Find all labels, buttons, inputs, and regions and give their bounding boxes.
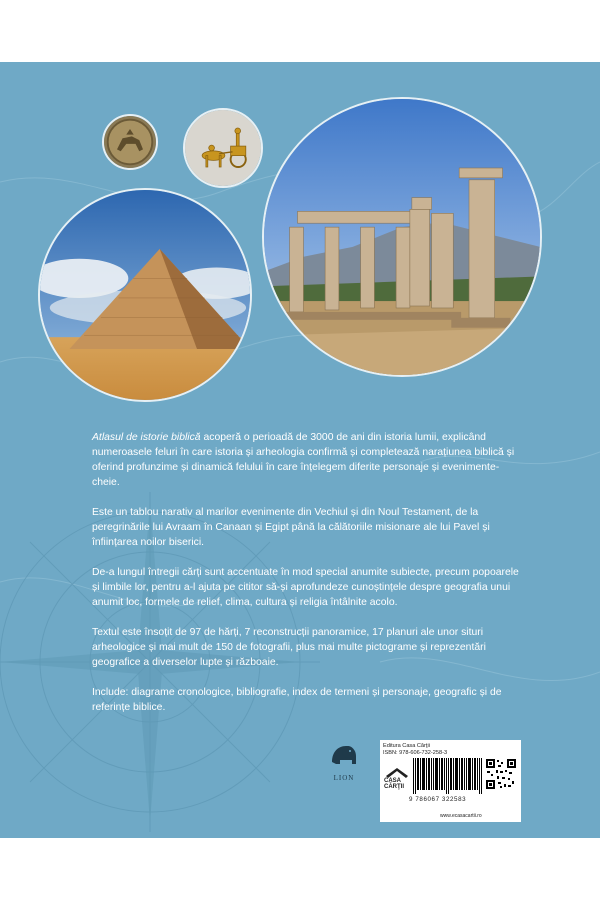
paragraph-contents: Textul este însoțit de 97 de hărți, 7 reconstrucții panoramice, 17 planuri ale unor situri arheologice și mai mult de 150 de fotografii, plus mai multe pictograme și reprezentări geografice a diverselor lupte și războaie.: [92, 627, 486, 668]
publisher-name: Editura Casa Cărţii: [383, 743, 430, 749]
back-cover: [0, 62, 600, 838]
paragraph-subjects: De-a lungul întregii cărți sunt accentuate în mod special anumite subiecte, precum popoarele și limbile lor, pentru a-l ajuta pe cititor să-și aprofundeze cunoștințele despre geografia unui anumit loc, formele de relief, clima, cultura și religia întâlnite acolo.: [92, 567, 519, 608]
qr-code-icon: [486, 759, 516, 789]
barcode: [413, 758, 483, 794]
temple-photo: [262, 97, 542, 377]
pyramid-photo: [38, 188, 252, 402]
casa-logo-line2: CĂRŢII: [384, 784, 404, 790]
lion-logo-icon: [326, 738, 362, 774]
book-title: Atlasul de istorie biblică: [92, 432, 201, 443]
barcode-digits: 9 786067 322583: [409, 796, 467, 803]
casa-logo-text: [384, 778, 404, 790]
lion-label: LION: [333, 774, 355, 782]
website-text: www.ecasacartii.ro: [440, 813, 482, 819]
paragraph-includes: Include: diagrame cronologice, bibliografie, index de termeni și personaje, geografic și de referințe biblice.: [92, 687, 502, 713]
coin-photo: [102, 114, 158, 170]
isbn-text: ISBN: 978-606-732-258-3: [383, 750, 448, 756]
chariot-photo: [183, 108, 263, 188]
description-text: [92, 430, 522, 730]
paragraph-intro: [92, 430, 522, 490]
casa-logo-line1: CASA: [384, 778, 402, 784]
barcode-box: [380, 740, 521, 822]
paragraph-intro-text: acoperă o perioadă de 3000 de ani din istoria lumii, explicând numeroasele feluri în care istoria și arheologia confirmă și completează narațiunea biblică și oferind profunzime și dinamică felului în care înțelegem diferite personaje și evenimente-cheie.: [92, 432, 515, 488]
paragraph-narrative: Este un tablou narativ al marilor evenimente din Vechiul și din Noul Testament, de la peregrinările lui Avraam în Canaan și Egipt până la călătoriile misionare ale lui Pavel și înființarea noilor biserici.: [92, 507, 490, 548]
